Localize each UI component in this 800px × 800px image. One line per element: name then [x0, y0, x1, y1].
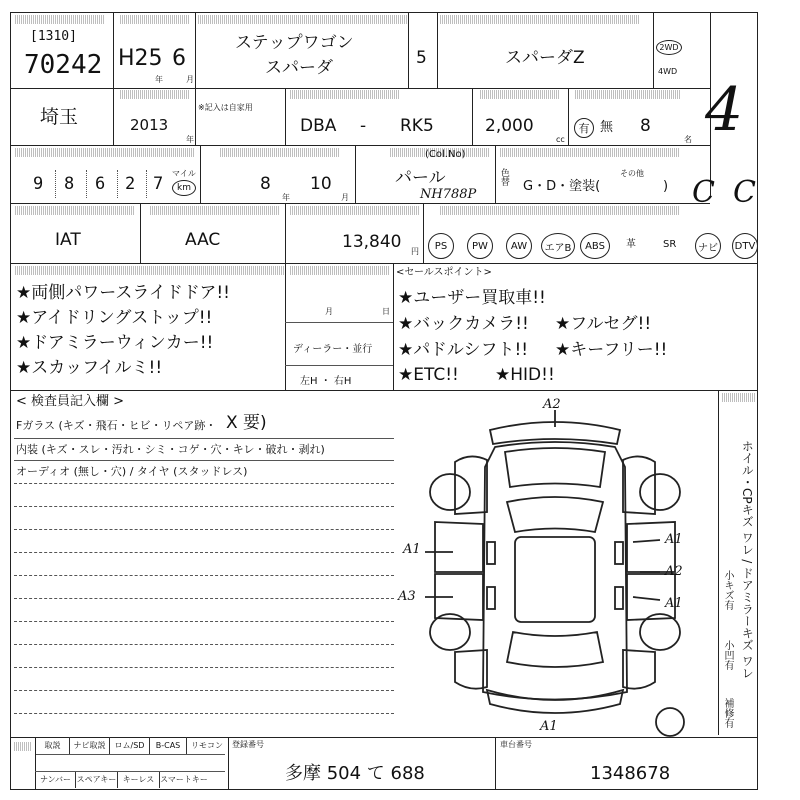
equip-dtv-label: DTV	[734, 240, 756, 252]
inspector-glass: Fガラス (キズ・飛石・ヒビ・リペア跡・	[16, 419, 217, 432]
legend-col-small-dent: 小凹有	[722, 640, 733, 670]
region-name: 埼玉	[40, 106, 79, 128]
footer-navi-manual: ナビ取説	[70, 737, 110, 754]
inspector-glass-mark: X 要)	[226, 413, 267, 433]
sale-point-1: ★ユーザー買取車!!	[398, 288, 546, 308]
equip-airbag	[541, 233, 575, 259]
mileage-digit-5: 7	[153, 174, 164, 194]
color-side-label: 色替	[498, 168, 509, 186]
year-western-unit: 年	[186, 135, 194, 144]
year-era-unit: 年	[155, 75, 163, 84]
model-name-line2: スパーダ	[265, 58, 333, 78]
damage-mark-right-2: A2	[665, 564, 683, 579]
engine-cc-unit: cc	[556, 135, 565, 144]
equip-dtv	[732, 233, 758, 259]
inspector-interior: 内装 (キズ・スレ・汚れ・シミ・コゲ・穴・キレ・破れ・剥れ)	[16, 443, 325, 456]
equip-abs	[580, 233, 610, 259]
turbo-yes-label: 有	[578, 122, 590, 135]
lot-number: 70242	[24, 50, 103, 80]
footer-bcas: B-CAS	[150, 737, 187, 754]
mileage-digit-2: 8	[64, 174, 75, 194]
sale-point-7: ★HID!!	[495, 365, 555, 385]
equip-pw-label: PW	[472, 240, 488, 252]
equip-leather: 革	[626, 239, 636, 250]
feature-left-4: ★スカッフイルミ!!	[16, 358, 163, 378]
footer-keyless: キーレス	[118, 771, 160, 788]
engine-cc: 2,000	[485, 116, 534, 136]
recycle-value: 13,840	[342, 232, 402, 252]
legend-col-main: ホイル・CPキズ ワレ / ドアミラーキズ ワレ	[740, 440, 755, 679]
footer-rom-sd: ロム/SD	[110, 737, 150, 754]
year-month-unit: 月	[186, 75, 194, 84]
recycle-unit: 円	[411, 247, 419, 256]
feature-left-3: ★ドアミラーウィンカー!!	[16, 333, 214, 353]
drive-4wd-label: 4WD	[658, 67, 678, 76]
year-western: 2013	[130, 116, 169, 134]
inspection-year-unit: 年	[282, 193, 290, 202]
footer-manual: 取説	[36, 737, 70, 754]
plate-number: 多摩 504 て 688	[285, 763, 425, 784]
midbox-month-unit: 月	[325, 307, 333, 316]
sale-point-2: ★バックカメラ!!	[398, 314, 529, 334]
lot-bracket: [1310]	[30, 29, 77, 44]
model-name-line1: ステップワゴン	[235, 33, 354, 53]
equip-pw	[467, 233, 493, 259]
doors-count: 5	[416, 48, 427, 68]
inspection-month-unit: 月	[341, 193, 349, 202]
transmission-value: IAT	[55, 230, 81, 250]
mileage-km-circle	[172, 180, 196, 196]
damage-mark-right-3: A1	[665, 596, 683, 611]
mileage-digit-4: 2	[125, 174, 136, 194]
grade-interior: C	[692, 175, 715, 210]
footer-plate: ナンバー	[36, 771, 76, 788]
color-header: (Col.No)	[425, 149, 466, 160]
feature-left-1: ★両側パワースライドドア!!	[16, 283, 230, 303]
equip-airbag-label: エアB	[544, 242, 572, 254]
equip-navi-label: ナビ	[698, 242, 718, 254]
midbox-day-unit: 日	[382, 307, 390, 316]
score-value: 4	[705, 75, 744, 145]
sale-point-6: ★ETC!!	[398, 365, 459, 385]
chassis-dash: -	[360, 116, 367, 136]
vin-label: 車台番号	[500, 740, 532, 749]
sale-points-header: <セールスポイント>	[396, 267, 492, 278]
inspector-title: < 検査員記入欄 >	[16, 394, 125, 409]
mileage-km-label: km	[177, 183, 191, 193]
year-era: H25	[118, 46, 163, 71]
drive-2wd-circle	[656, 40, 682, 55]
grade-exterior: C	[733, 175, 756, 210]
midbox-dealer: ディーラー・並行	[293, 344, 373, 355]
chassis-prefix: DBA	[300, 116, 337, 136]
first-reg-note: ※記入は自家用	[198, 103, 253, 112]
damage-mark-bottom: A1	[540, 719, 558, 734]
color-code: NH788P	[420, 187, 477, 202]
equip-abs-label: ABS	[585, 240, 605, 252]
footer-smart-key: スマートキー	[160, 775, 208, 784]
damage-mark-left-2: A3	[398, 589, 416, 604]
drive-2wd-label: 2WD	[659, 43, 679, 52]
color-name: パール	[395, 168, 446, 188]
ac-value: AAC	[185, 230, 221, 250]
damage-mark-top: A2	[543, 397, 561, 412]
vin-number: 1348678	[590, 763, 671, 784]
equip-navi	[695, 233, 721, 259]
chassis-code: RK5	[400, 116, 434, 136]
inspection-year: 8	[260, 174, 271, 194]
equip-aw-label: AW	[510, 240, 528, 252]
color-options-close: )	[663, 179, 669, 194]
seats-unit: 名	[684, 135, 692, 144]
feature-left-2: ★アイドリングストップ!!	[16, 308, 213, 328]
sale-point-5: ★キーフリー!!	[555, 340, 668, 360]
color-options-other: その他	[620, 169, 644, 178]
midbox-handle: 左H ・ 右H	[300, 376, 352, 387]
plate-label: 登録番号	[232, 740, 264, 749]
legend-col-small-scratch: 小キズ有	[722, 570, 733, 610]
sale-point-4: ★パドルシフト!!	[398, 340, 529, 360]
footer-spare-key: スペアキー	[76, 771, 118, 788]
mileage-digit-1: 9	[33, 174, 44, 194]
equip-ps-label: PS	[434, 240, 448, 252]
turbo-yes-circle	[574, 118, 594, 138]
color-options: G・D・塗装(	[523, 179, 601, 194]
turbo-no-label: 無	[600, 120, 614, 135]
mileage-unit-top: マイル	[172, 169, 196, 178]
year-month: 6	[172, 46, 186, 71]
equip-sunroof: SR	[663, 239, 677, 250]
legend-col-repair: 補修有	[722, 698, 733, 728]
inspector-audio: オーディオ (無し・穴) / タイヤ (スタッドレス)	[16, 465, 248, 478]
footer-remote: リモコン	[191, 741, 223, 750]
damage-mark-right-1: A1	[665, 532, 683, 547]
sale-point-3: ★フルセグ!!	[555, 314, 652, 334]
seats-value: 8	[640, 116, 651, 136]
inspection-month: 10	[310, 174, 332, 194]
mileage-digit-3: 6	[95, 174, 106, 194]
damage-mark-left-1: A1	[403, 542, 421, 557]
model-grade: スパーダZ	[505, 48, 585, 68]
equip-aw	[506, 233, 532, 259]
equip-ps	[428, 233, 454, 259]
